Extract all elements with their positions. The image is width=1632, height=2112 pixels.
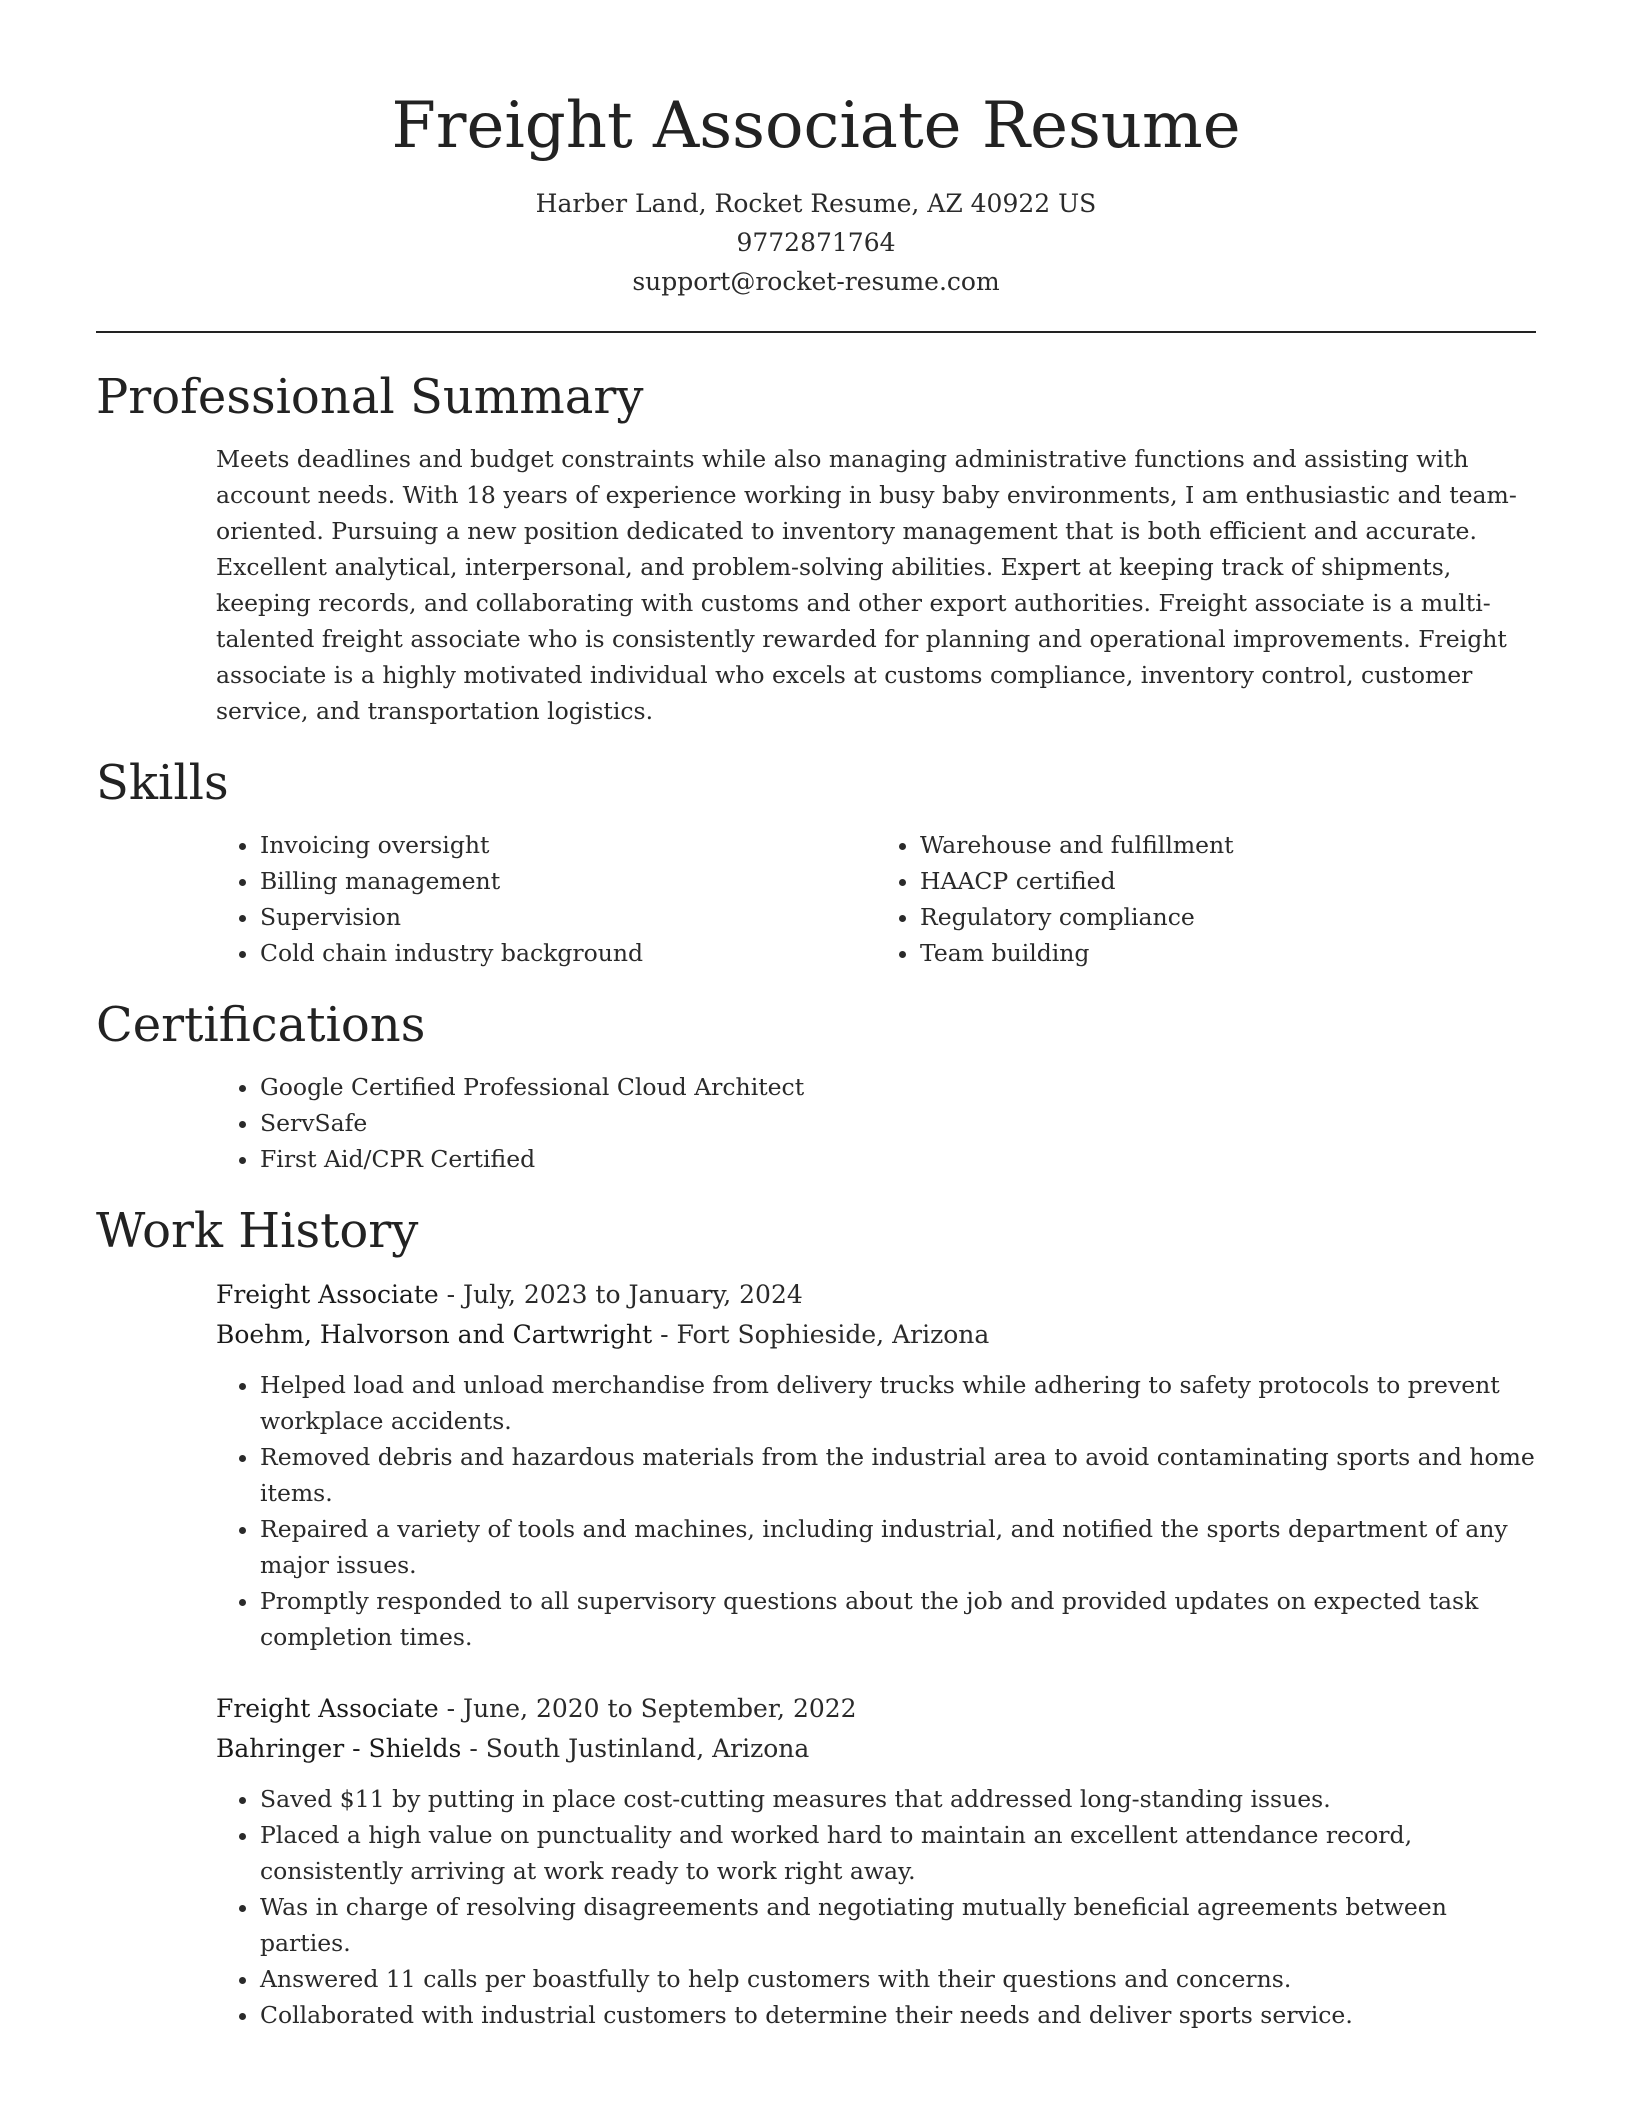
certifications-section <box>96 993 1536 1177</box>
job-bullet-list <box>216 1367 1536 1655</box>
work-history-heading: Work History <box>96 1203 419 1259</box>
job-bullet: • Collaborated with industrial customers to determine their needs and deliver sports service. <box>260 1997 1536 2033</box>
job-dates: - July, 2023 to January, 2024 <box>438 1280 803 1309</box>
job-bullet: • Removed debris and hazardous materials from the industrial area to avoid contaminating sports and home items. <box>260 1439 1536 1511</box>
skill-item: • Invoicing oversight <box>260 827 876 863</box>
contact-info <box>96 184 1536 301</box>
skill-item: • Supervision <box>260 899 876 935</box>
skill-item: • Cold chain industry background <box>260 935 876 971</box>
job-bullet: • Saved $11 by putting in place cost-cutting measures that addressed long-standing issues. <box>260 1781 1536 1817</box>
skills-section <box>96 751 1536 971</box>
job-bullet: • Was in charge of resolving disagreements and negotiating mutually beneficial agreements between parties. <box>260 1889 1536 1961</box>
job-bullet-list <box>216 1781 1536 2033</box>
skills-column-left <box>216 827 876 971</box>
job-bullet: • Repaired a variety of tools and machines, including industrial, and notified the sports department of any major issues. <box>260 1511 1536 1583</box>
document-title: Freight Associate Resume <box>391 89 1241 163</box>
skill-item: • HAACP certified <box>920 863 1536 899</box>
contact-email: support@rocket-resume.com <box>632 267 1000 296</box>
job-entry <box>216 1275 1536 1655</box>
skill-item: • Team building <box>920 935 1536 971</box>
skill-item: • Warehouse and fulfillment <box>920 827 1536 863</box>
skills-column-right <box>876 827 1536 971</box>
certification-item: • ServSafe <box>260 1105 1536 1141</box>
skills-list <box>96 827 1536 971</box>
certification-item: • Google Certified Professional Cloud Architect <box>260 1069 1536 1105</box>
job-bullet: • Helped load and unload merchandise from delivery trucks while adhering to safety protocols to prevent workplace accidents. <box>260 1367 1536 1439</box>
job-title-line <box>216 1689 1536 1729</box>
job-entry <box>216 1689 1536 2033</box>
summary-heading: Professional Summary <box>96 369 644 425</box>
header-divider <box>96 331 1536 333</box>
certifications-list <box>216 1069 1536 1177</box>
summary-section <box>96 365 1536 729</box>
certification-item: • First Aid/CPR Certified <box>260 1141 1536 1177</box>
job-role: Freight Associate <box>216 1280 439 1309</box>
job-company: Bahringer - Shields <box>216 1734 462 1763</box>
job-company: Boehm, Halvorson and Cartwright <box>216 1320 653 1349</box>
skill-item: • Regulatory compliance <box>920 899 1536 935</box>
job-dates: - June, 2020 to September, 2022 <box>438 1694 857 1723</box>
job-company-line <box>216 1729 1536 1769</box>
skill-item: • Billing management <box>260 863 876 899</box>
job-bullet: • Answered 11 calls per boastfully to help customers with their questions and concerns. <box>260 1961 1536 1997</box>
job-location: - South Justinland, Arizona <box>461 1734 810 1763</box>
certifications-heading: Certifications <box>96 997 426 1053</box>
contact-address: Harber Land, Rocket Resume, AZ 40922 US <box>535 189 1097 218</box>
job-bullet: • Promptly responded to all supervisory questions about the job and provided updates on expected task completion times. <box>260 1583 1536 1655</box>
job-company-line <box>216 1315 1536 1355</box>
job-bullet: • Placed a high value on punctuality and worked hard to maintain an excellent attendance record, consistently arriving at work ready to work right away. <box>260 1817 1536 1889</box>
job-location: - Fort Sophieside, Arizona <box>652 1320 990 1349</box>
resume-header <box>96 80 1536 301</box>
job-title-line <box>216 1275 1536 1315</box>
work-history-section <box>96 1199 1536 2033</box>
skills-heading: Skills <box>96 755 229 811</box>
job-role: Freight Associate <box>216 1694 439 1723</box>
contact-phone: 9772871764 <box>736 228 896 257</box>
summary-text: Meets deadlines and budget constraints while also managing administrative functions and assisting with account needs. With 18 years of experience working in busy baby environments, I am enthusiastic and team-oriented. Pursuing a new position dedicated to inventory management that is both efficient and accurate. Excellent analytical, interpersonal, and problem-solving abilities. Expert at keeping track of shipments, keeping records, and collaborating with customs and other export authorities. Freight associate is a multi-talented freight associate who is consistently rewarded for planning and operational improvements. Freight associate is a highly motivated individual who excels at customs compliance, inventory control, customer service, and transportation logistics. <box>216 445 1517 725</box>
